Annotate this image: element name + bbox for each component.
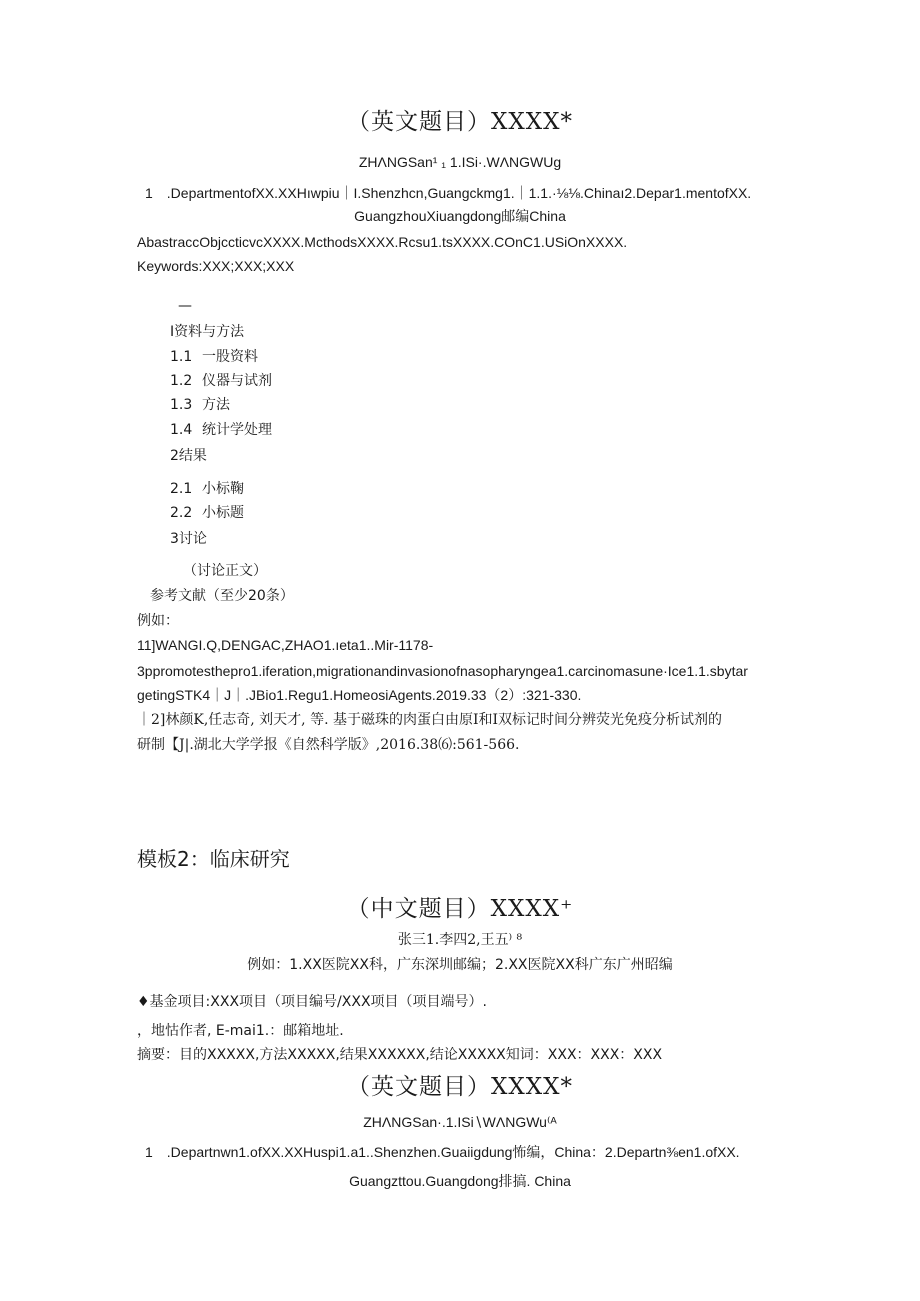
- subsection-label: 一股资料: [202, 349, 258, 365]
- section-divider-dash: —: [178, 298, 192, 314]
- affiliation-line-2: GuangzhouXiuangdong邮编China: [354, 208, 566, 224]
- reference-1-line-2: 3ppromotesthepro1.iferation,migrationandinvasionofnasopharyngea1.carcinomasune·Ice1.1.sbytar: [137, 663, 748, 679]
- subsection-number: 1.4: [170, 422, 193, 438]
- reference-1-line-3: getingSTK4｜J｜.JBio1.Regu1.HomeosiAgents.2019.33（2）:321-330.: [137, 687, 582, 703]
- subsection-number: 1.2: [170, 373, 193, 389]
- subsection-number: 1.1: [170, 349, 193, 365]
- section-heading-2: 2结果: [170, 448, 207, 464]
- affiliation-line-1: 1 .DepartmentofXX.XXHıwpiu｜I.Shenzhcn,Guangckmg1.｜1.1.·⅛⅛.Chinaı2.Depar1.mentofXX.: [145, 185, 752, 201]
- subsection-label: 小标鞠: [202, 481, 244, 497]
- subsection-1-2: [170, 372, 272, 390]
- subsection-2-2: [170, 504, 244, 522]
- subsection-label: 小标题: [202, 505, 244, 521]
- english-abstract: AbastraccObjccticvcXXXX.McthodsXXXX.Rcsu1.tsXXXX.COnC1.USiOnXXXX.: [137, 234, 628, 250]
- subsection-number: 1.3: [170, 397, 193, 413]
- chinese-title: （中文题目）XXXX⁺: [346, 896, 574, 922]
- english-title-2: （英文题目）XXXX*: [347, 1074, 573, 1100]
- subsection-label: 统计学处理: [202, 422, 272, 438]
- section-heading-3: 3讨论: [170, 531, 207, 547]
- section-heading-1: Ⅰ资料与方法: [170, 324, 245, 340]
- subsection-1-1: [170, 348, 258, 366]
- subsection-2-1: [170, 480, 244, 498]
- english-authors: ZHΛNGSan¹ ₁ 1.ISi·.WΛNGWUg: [358, 154, 562, 170]
- fund-line: ♦基金项目:XXX项目（项目编号/XXX项目（项目端号）.: [137, 994, 487, 1010]
- english-title: （英文题目）XXXX*: [347, 109, 573, 135]
- subsection-label: 仪器与试剂: [202, 373, 272, 389]
- subsection-1-4: [170, 421, 272, 439]
- reference-2-line-2: 研制【J|.湖北大学学报《自然科学版》,2016.38⑹:561-566.: [137, 737, 520, 753]
- references-heading: 参考文献（至少20条）: [150, 588, 294, 604]
- chinese-abstract: 摘要：目的XXXXX,方法XXXXX,结果XXXXXX,结论XXXXX知词：XXX：XXX：XXX: [137, 1047, 663, 1063]
- english-authors-2: ZHΛNGSan·.1.ISi∖WΛNGWu⁽ᴬ: [363, 1114, 557, 1130]
- chinese-authors: 张三1.李四2,王五⁾ ⁸: [397, 932, 523, 948]
- reference-2-line-1: ｜2]林颜K,任志奇, 刘天才, 等. 基于磁珠的肉蛋白由原Ⅰ和Ⅰ双标记时间分辨荧光免疫分析试剂的: [137, 712, 723, 728]
- subsection-number: 2.1: [170, 481, 193, 497]
- affiliation-2-line-1: 1 .Departnwn1.ofXX.XXHuspi1.a1..Shenzhen.Guaiigdung怖编，China：2.Departn⅜en1.ofXX.: [145, 1144, 740, 1160]
- corresponding-author: ，地怙作者, E-mai1.：邮箱地址.: [137, 1023, 344, 1039]
- subsection-label: 方法: [202, 397, 230, 413]
- chinese-affiliation: 例如：1.XX医院XX科，广东深圳邮编；2.XX医院XX科广东广州昭编: [247, 957, 673, 973]
- subsection-1-3: [170, 396, 230, 414]
- keywords: Keywords:XXX;XXX;XXX: [137, 258, 295, 274]
- reference-1-line-1: 11]WANGI.Q,DENGAC,ZHAO1.ıeta1..Mir-1178-: [137, 637, 434, 653]
- discussion-body: （讨论正文）: [183, 563, 267, 579]
- subsection-number: 2.2: [170, 505, 193, 521]
- template-2-heading: 模板2：临床研究: [137, 847, 290, 871]
- affiliation-2-line-2: Guangzttou.Guangdong排搞. China: [349, 1173, 571, 1189]
- example-label: 例如：: [137, 613, 179, 629]
